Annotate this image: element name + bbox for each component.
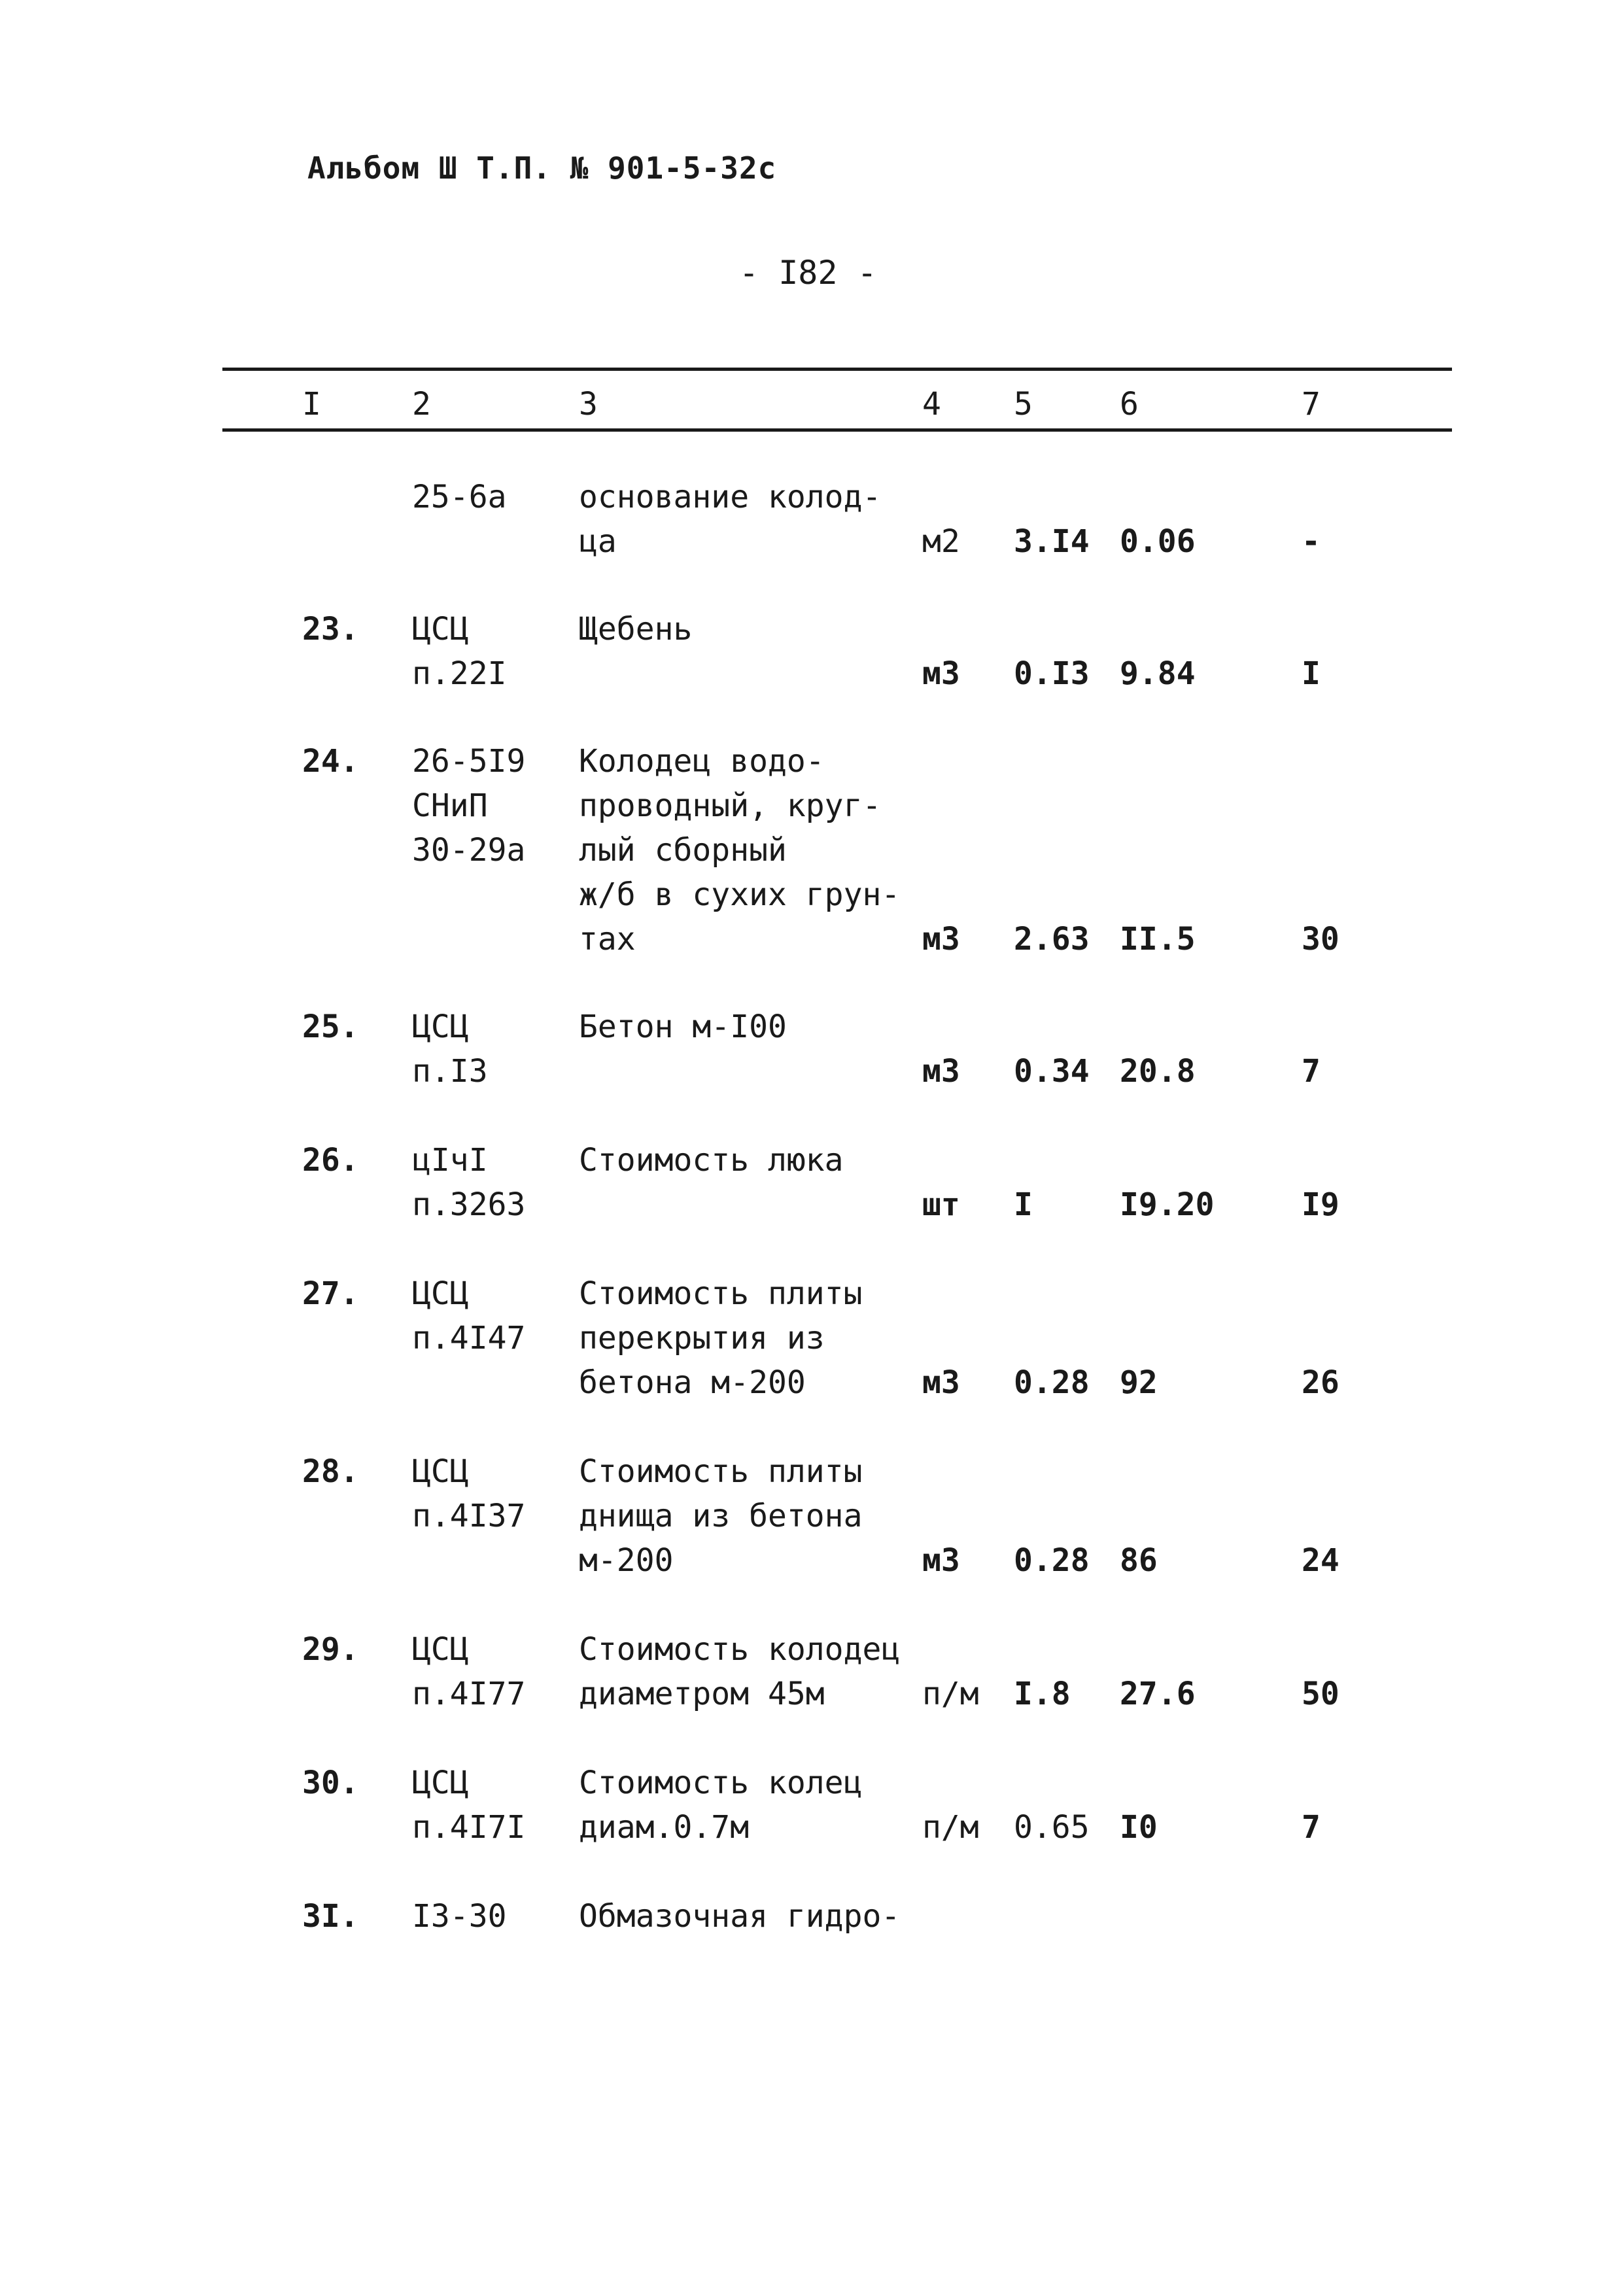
unit-price: II.5 <box>1120 921 1196 958</box>
unit-price: 9.84 <box>1120 655 1196 692</box>
column-header-1: I <box>302 386 321 423</box>
quantity: 2.63 <box>1014 921 1090 958</box>
column-header-3: 3 <box>579 386 598 423</box>
total-cost: 24 <box>1302 1542 1339 1579</box>
unit-price: I0 <box>1120 1809 1158 1846</box>
norm-code: ЦСЦ п.4I77 <box>412 1631 526 1712</box>
unit-price: 20.8 <box>1120 1053 1196 1090</box>
work-description: Щебень <box>579 611 693 647</box>
quantity: 3.I4 <box>1014 523 1090 560</box>
table-top-rule <box>222 368 1452 371</box>
quantity: 0.34 <box>1014 1053 1090 1090</box>
total-cost: 7 <box>1302 1809 1321 1846</box>
total-cost: 50 <box>1302 1676 1339 1712</box>
unit: м3 <box>922 1542 960 1579</box>
total-cost: 26 <box>1302 1364 1339 1401</box>
norm-code: 25-6а <box>412 479 507 515</box>
work-description: Обмазочная гидро- <box>579 1898 901 1935</box>
work-description: Стоимость колец диам.0.7м <box>579 1765 863 1846</box>
total-cost: 30 <box>1302 921 1339 958</box>
unit: м3 <box>922 1364 960 1401</box>
norm-code: цIчI п.3263 <box>412 1142 526 1223</box>
column-header-6: 6 <box>1120 386 1139 423</box>
row-number: 3I. <box>302 1898 359 1935</box>
row-number: 26. <box>302 1142 359 1179</box>
page-number: - I82 - <box>739 254 877 292</box>
total-cost: 7 <box>1302 1053 1321 1090</box>
quantity: 0.28 <box>1014 1364 1090 1401</box>
work-description: Стоимость люка <box>579 1142 844 1179</box>
norm-code: 26-5I9 СНиП 30-29а <box>412 743 526 869</box>
row-number: 27. <box>302 1275 359 1312</box>
norm-code: ЦСЦ п.I3 <box>412 1009 488 1090</box>
unit: м3 <box>922 655 960 692</box>
norm-code: ЦСЦ п.4I47 <box>412 1275 526 1356</box>
row-number: 25. <box>302 1009 359 1045</box>
total-cost: I9 <box>1302 1186 1339 1223</box>
total-cost: - <box>1302 523 1321 560</box>
norm-code: ЦСЦ п.4I7I <box>412 1765 526 1846</box>
quantity: 0.28 <box>1014 1542 1090 1579</box>
unit-price: 27.6 <box>1120 1676 1196 1712</box>
unit-price: 0.06 <box>1120 523 1196 560</box>
column-header-4: 4 <box>922 386 941 423</box>
norm-code: ЦСЦ п.22I <box>412 611 507 692</box>
work-description: Стоимость колодец диаметром 45м <box>579 1631 901 1712</box>
row-number: 30. <box>302 1765 359 1801</box>
quantity: I <box>1014 1186 1033 1223</box>
column-header-7: 7 <box>1302 386 1321 423</box>
quantity: 0.65 <box>1014 1809 1090 1846</box>
quantity: 0.I3 <box>1014 655 1090 692</box>
norm-code: I3-30 <box>412 1898 507 1935</box>
row-number: 29. <box>302 1631 359 1668</box>
document-title: Альбом Ш Т.П. № 901-5-32с <box>307 150 777 186</box>
row-number: 28. <box>302 1453 359 1490</box>
unit: м2 <box>922 523 960 560</box>
norm-code: ЦСЦ п.4I37 <box>412 1453 526 1534</box>
row-number: 24. <box>302 743 359 780</box>
table-header-rule <box>222 428 1452 432</box>
work-description: Стоимость плиты днища из бетона м-200 <box>579 1453 863 1579</box>
unit: м3 <box>922 921 960 958</box>
quantity: I.8 <box>1014 1676 1071 1712</box>
column-header-2: 2 <box>412 386 431 423</box>
unit: п/м <box>922 1676 979 1712</box>
row-number: 23. <box>302 611 359 647</box>
unit-price: 92 <box>1120 1364 1158 1401</box>
column-header-5: 5 <box>1014 386 1033 423</box>
work-description: основание колод- ца <box>579 479 882 560</box>
unit-price: 86 <box>1120 1542 1158 1579</box>
work-description: Стоимость плиты перекрытия из бетона м-200 <box>579 1275 863 1401</box>
unit: м3 <box>922 1053 960 1090</box>
work-description: Колодец водо- проводный, круг- лый сборный ж/б в сухих грун- тах <box>579 743 901 958</box>
total-cost: I <box>1302 655 1321 692</box>
work-description: Бетон м-I00 <box>579 1009 787 1045</box>
unit-price: I9.20 <box>1120 1186 1215 1223</box>
unit: п/м <box>922 1809 979 1846</box>
unit: шт <box>922 1186 960 1223</box>
